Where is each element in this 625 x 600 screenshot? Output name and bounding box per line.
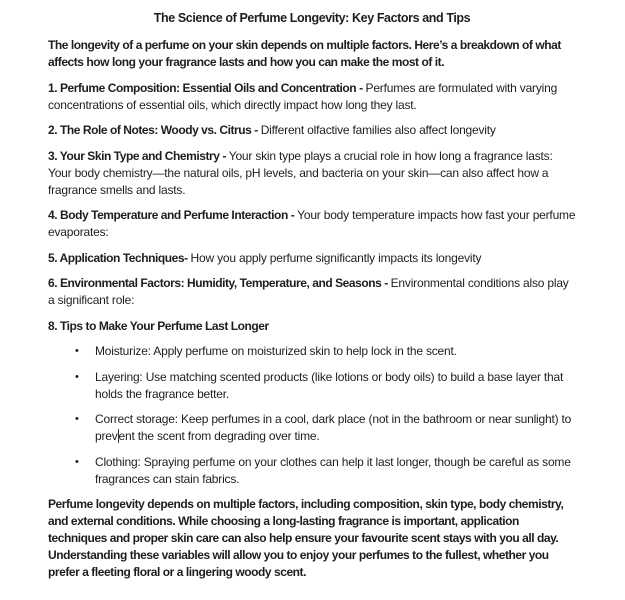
section-heading-1: 1. Perfume Composition: Essential Oils and Concentration - [48,80,366,95]
section-body-5: How you apply perfume significantly impacts its longevity [190,250,482,265]
bullet-text [95,411,576,445]
section-heading-2: 2. The Role of Notes: Woody vs. Citrus - [48,123,261,137]
section-paragraph-2[interactable] [48,122,576,139]
bullet-icon: • [75,370,79,383]
section-body-2: Different olfactive families also affect longevity [260,123,496,137]
section-body-1: Perfumes are formulated with varying concentrations of essential oils, which directly impact how long they last. [48,80,558,112]
list-item-correct-storage[interactable] [48,411,576,445]
bullet-text-after-caret: ent the scent from degrading over time. [118,429,320,443]
section-heading-3: 3. Your Skin Type and Chemistry - [48,148,229,163]
section-body-3: Your skin type plays a crucial role in how long a fragrance lasts: Your body chemistry—the natural oils, pH levels, and bacteria on your skin—can also affect how a fragrance smells and lasts. [48,148,553,197]
bullet-icon: • [75,455,79,468]
section-paragraph-3[interactable] [48,148,576,199]
conclusion-paragraph[interactable]: Perfume longevity depends on multiple factors, including composition, skin type, body chemistry, and external conditions. While choosing a long-lasting fragrance is important, application techniques and proper skin care can also help ensure your favourite scent stays with you all day. Understanding these variables will allow you to enjoy your perfumes to the fullest, whether you prefer a fleeting floral or a lingering woody scent. [48,497,564,579]
intro-paragraph[interactable]: The longevity of a perfume on your skin depends on multiple factors. Here’s a breakdown of what affects how long your fragrance lasts and how you can make the most of it. [48,38,561,69]
bullet-text: Moisturize: Apply perfume on moisturized skin to help lock in the scent. [95,344,457,358]
section-heading-6: 6. Environmental Factors: Humidity, Temperature, and Seasons - [48,276,391,290]
list-item-moisturize[interactable] [48,343,576,360]
bullet-text: Layering: Use matching scented products (like lotions or body oils) to build a base layer that holds the fragrance better. [95,369,564,401]
list-item-layering[interactable] [48,369,576,403]
section-body-4: Your body temperature impacts how fast your perfume evaporates: [48,208,576,239]
section-paragraph-4[interactable] [48,207,576,241]
section-body-6: Environmental conditions also play a significant role: [48,276,569,307]
list-item-clothing[interactable] [48,454,576,488]
bullet-text-before-caret: Correct storage: Keep perfumes in a cool, dark place (not in the bathroom or near sunlight) to prev [95,412,572,443]
tips-list [48,343,576,488]
bullet-icon: • [75,413,79,425]
bullet-icon: • [75,345,79,357]
section-heading-4: 4. Body Temperature and Perfume Interaction - [48,208,298,222]
document-title: The Science of Perfume Longevity: Key Factors and Tips [153,11,471,25]
section-paragraph-1[interactable] [48,80,576,114]
section-paragraph-6[interactable] [48,275,576,309]
bullet-text: Clothing: Spraying perfume on your clothes can help it last longer, though be careful as some fragrances can stain fabrics. [95,454,571,486]
section-heading-5: 5. Application Techniques- [48,250,191,265]
section-paragraph-5[interactable] [48,250,576,267]
tips-heading[interactable]: 8. Tips to Make Your Perfume Last Longer [48,318,269,333]
